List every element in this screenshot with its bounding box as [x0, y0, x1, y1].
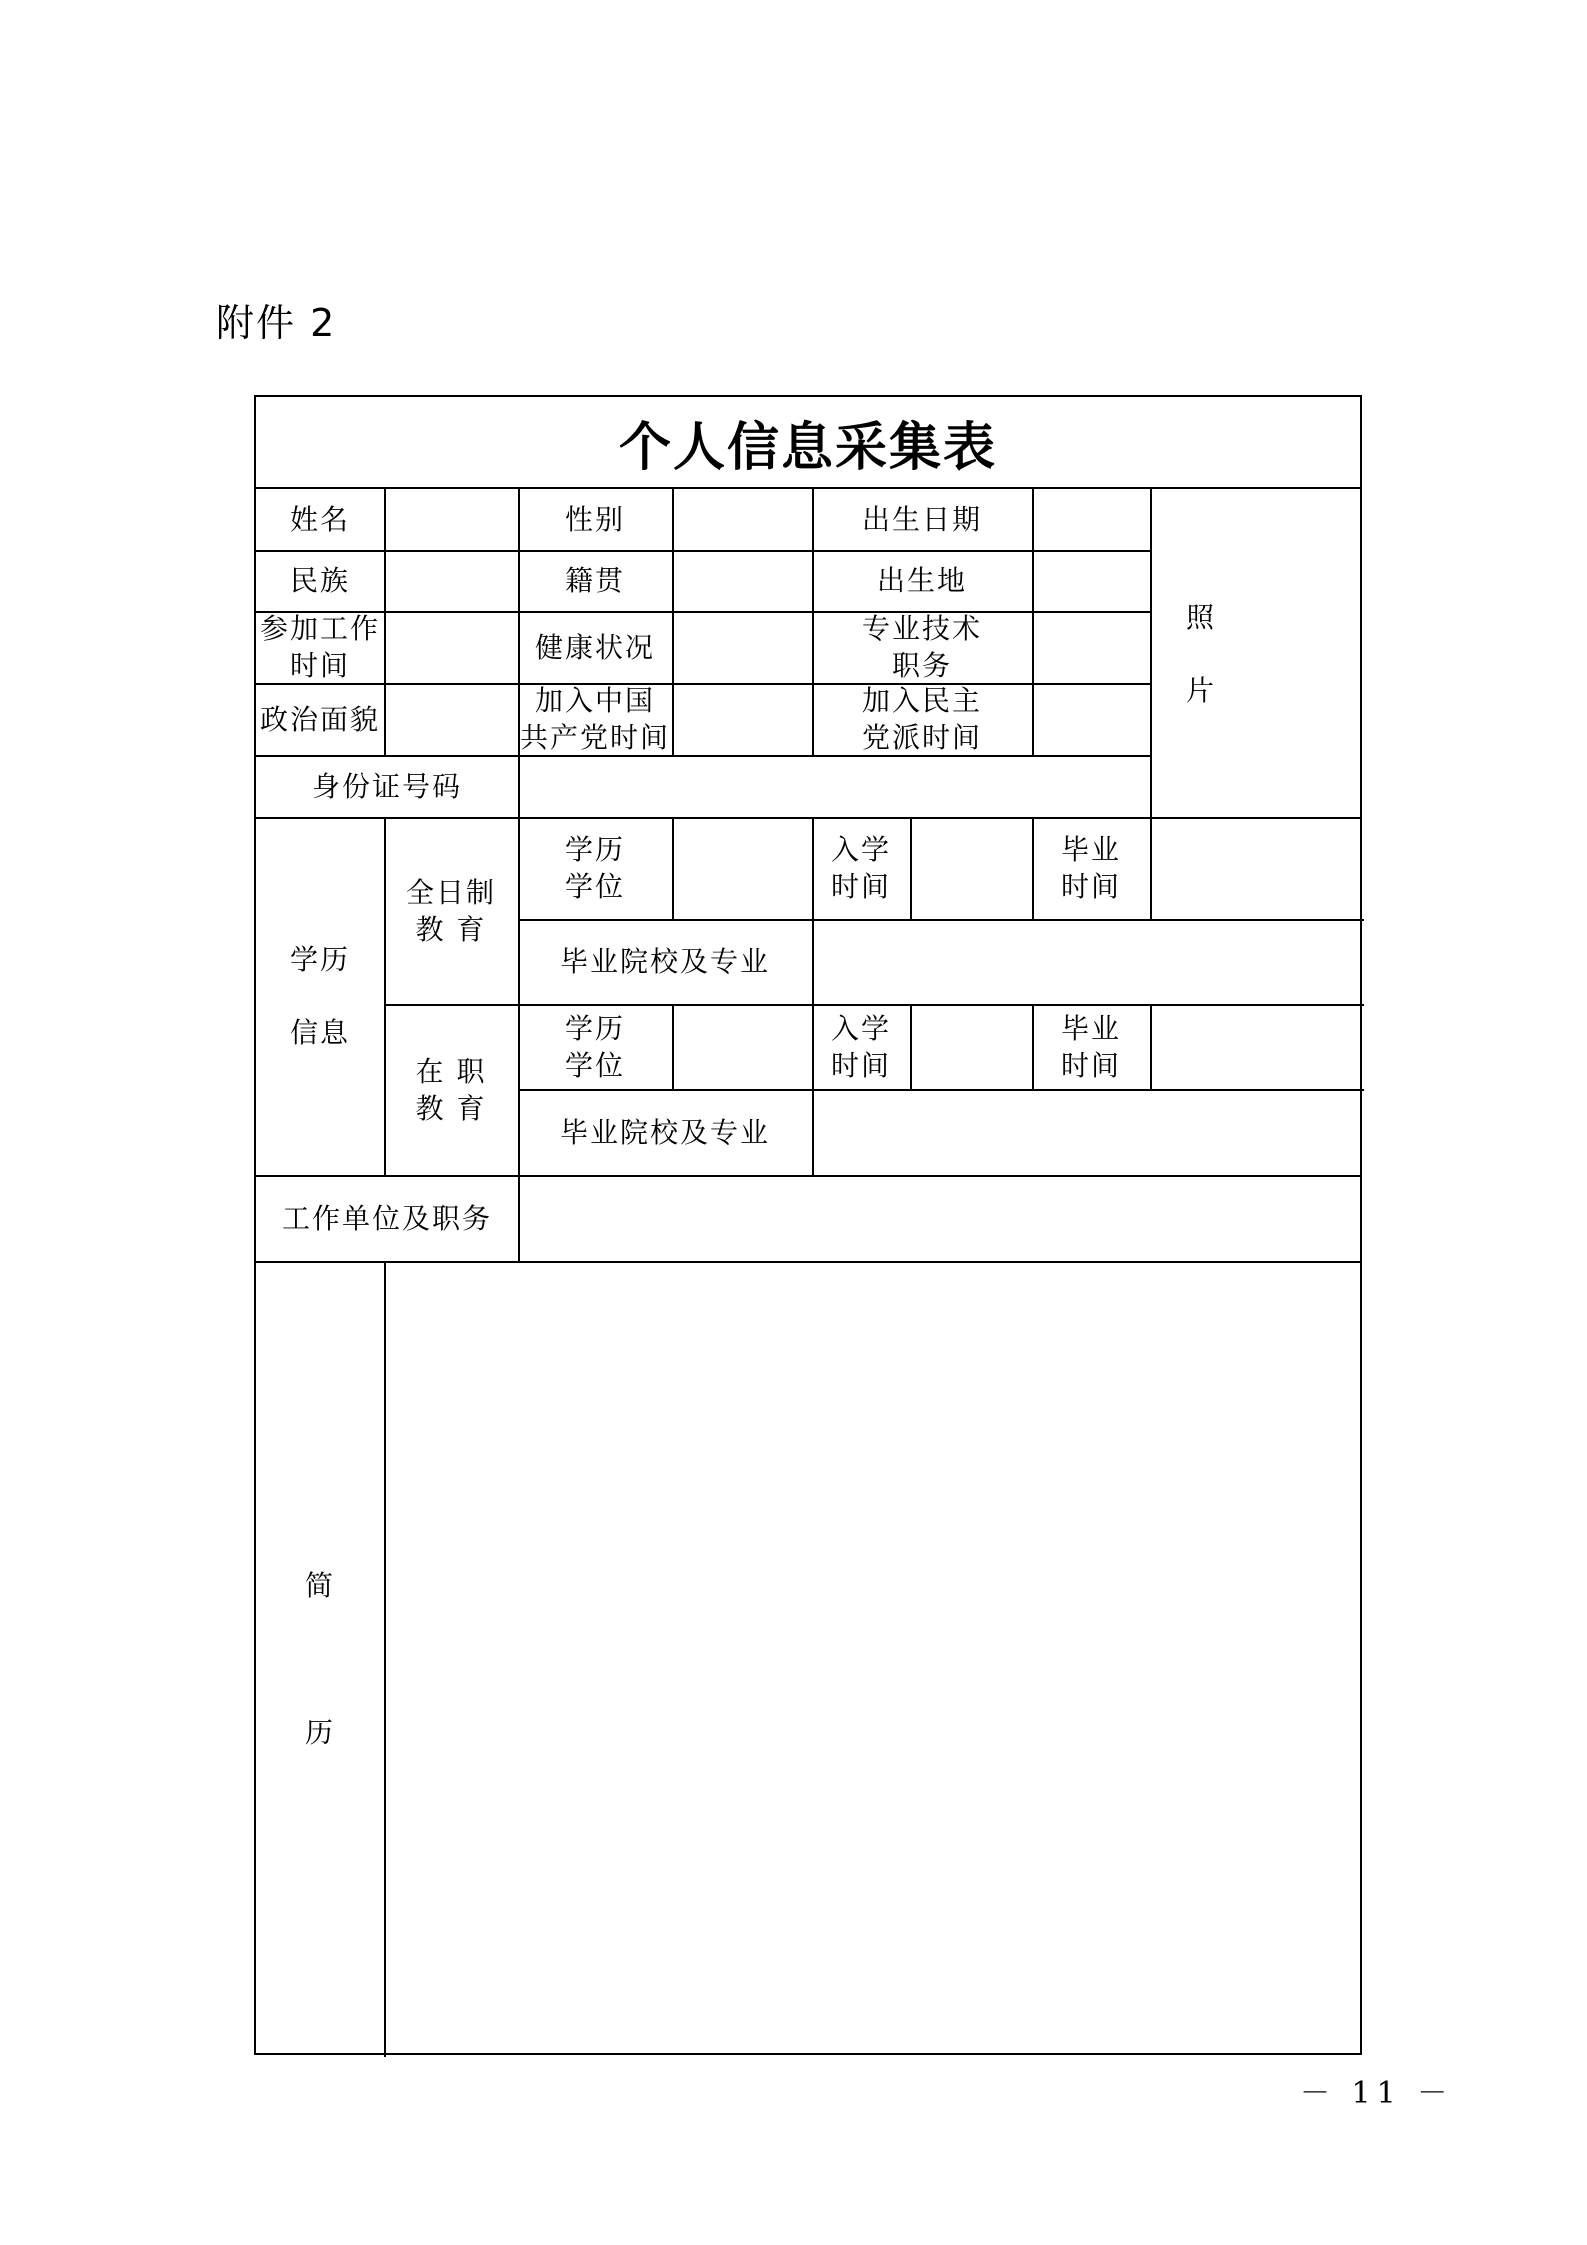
native-place-field[interactable]: [672, 550, 812, 611]
inservice-degree-label: 学历 学位: [564, 1011, 625, 1082]
name-label: 姓名: [289, 503, 350, 536]
attachment-label: 附件 2: [216, 301, 337, 345]
professional-title-label: 专业技术 职务: [861, 612, 982, 682]
birth-date-field[interactable]: [1032, 489, 1150, 550]
professional-title-field[interactable]: [1032, 611, 1150, 683]
ethnicity-field[interactable]: [384, 550, 518, 611]
education-info-label: [256, 817, 384, 1175]
fulltime-graduate-label: 毕业 时间: [1060, 833, 1121, 903]
join-democratic-label: 加入民主 党派时间: [861, 684, 982, 754]
fulltime-enroll-label: 入学 时间: [830, 833, 891, 903]
photo-label-2: 片: [1185, 674, 1216, 707]
fulltime-school-major-field[interactable]: [812, 919, 1364, 1004]
id-number-field[interactable]: [518, 755, 1150, 817]
birth-place-field[interactable]: [1032, 550, 1150, 611]
personal-info-form: [254, 395, 1362, 2055]
page-number: － 11 －: [1300, 2076, 1454, 2111]
political-status-field[interactable]: [384, 683, 518, 755]
work-start-field[interactable]: [384, 611, 518, 683]
inservice-school-major-field[interactable]: [812, 1089, 1364, 1175]
education-info-text-1: 学历: [289, 943, 350, 976]
name-field[interactable]: [384, 489, 518, 550]
join-cpc-label: 加入中国 共产党时间: [519, 684, 670, 754]
inservice-school-major-label: 毕业院校及专业: [559, 1115, 770, 1149]
photo-box[interactable]: [1150, 489, 1364, 817]
fulltime-education-label: 全日制 教 育: [405, 875, 496, 946]
work-unit-field[interactable]: [518, 1175, 1364, 1261]
work-start-label: 参加工作 时间: [259, 612, 380, 682]
birth-date-label: 出生日期: [861, 503, 982, 536]
work-unit-label: 工作单位及职务: [281, 1201, 492, 1235]
education-info-text-2: 信息: [289, 1016, 350, 1049]
fulltime-graduate-field[interactable]: [1150, 817, 1364, 919]
inservice-degree-field[interactable]: [672, 1004, 812, 1089]
ethnicity-label: 民族: [289, 564, 350, 597]
join-cpc-field[interactable]: [672, 683, 812, 755]
fulltime-enroll-field[interactable]: [910, 817, 1032, 919]
inservice-enroll-label: 入学 时间: [830, 1011, 891, 1082]
inservice-education-label: 在 职 教 育: [415, 1054, 487, 1125]
photo-label-1: 照: [1185, 601, 1216, 634]
gender-field[interactable]: [672, 489, 812, 550]
gender-label: 性别: [564, 503, 625, 536]
form-title: 个人信息采集表: [256, 397, 1360, 489]
fulltime-degree-label: 学历 学位: [564, 833, 625, 903]
resume-label-2: 历: [304, 1716, 335, 1749]
inservice-graduate-label: 毕业 时间: [1060, 1011, 1121, 1082]
health-field[interactable]: [672, 611, 812, 683]
join-democratic-field[interactable]: [1032, 683, 1150, 755]
fulltime-degree-field[interactable]: [672, 817, 812, 919]
resume-label-1: 简: [304, 1569, 335, 1602]
inservice-enroll-field[interactable]: [910, 1004, 1032, 1089]
resume-field[interactable]: [384, 1261, 1364, 2057]
resume-label: [256, 1261, 384, 2057]
inservice-graduate-field[interactable]: [1150, 1004, 1364, 1089]
fulltime-school-major-label: 毕业院校及专业: [559, 945, 770, 978]
native-place-label: 籍贯: [564, 564, 625, 597]
health-label: 健康状况: [534, 630, 655, 664]
id-number-label: 身份证号码: [311, 769, 462, 803]
political-status-label: 政治面貌: [259, 702, 380, 736]
birth-place-label: 出生地: [876, 564, 967, 597]
